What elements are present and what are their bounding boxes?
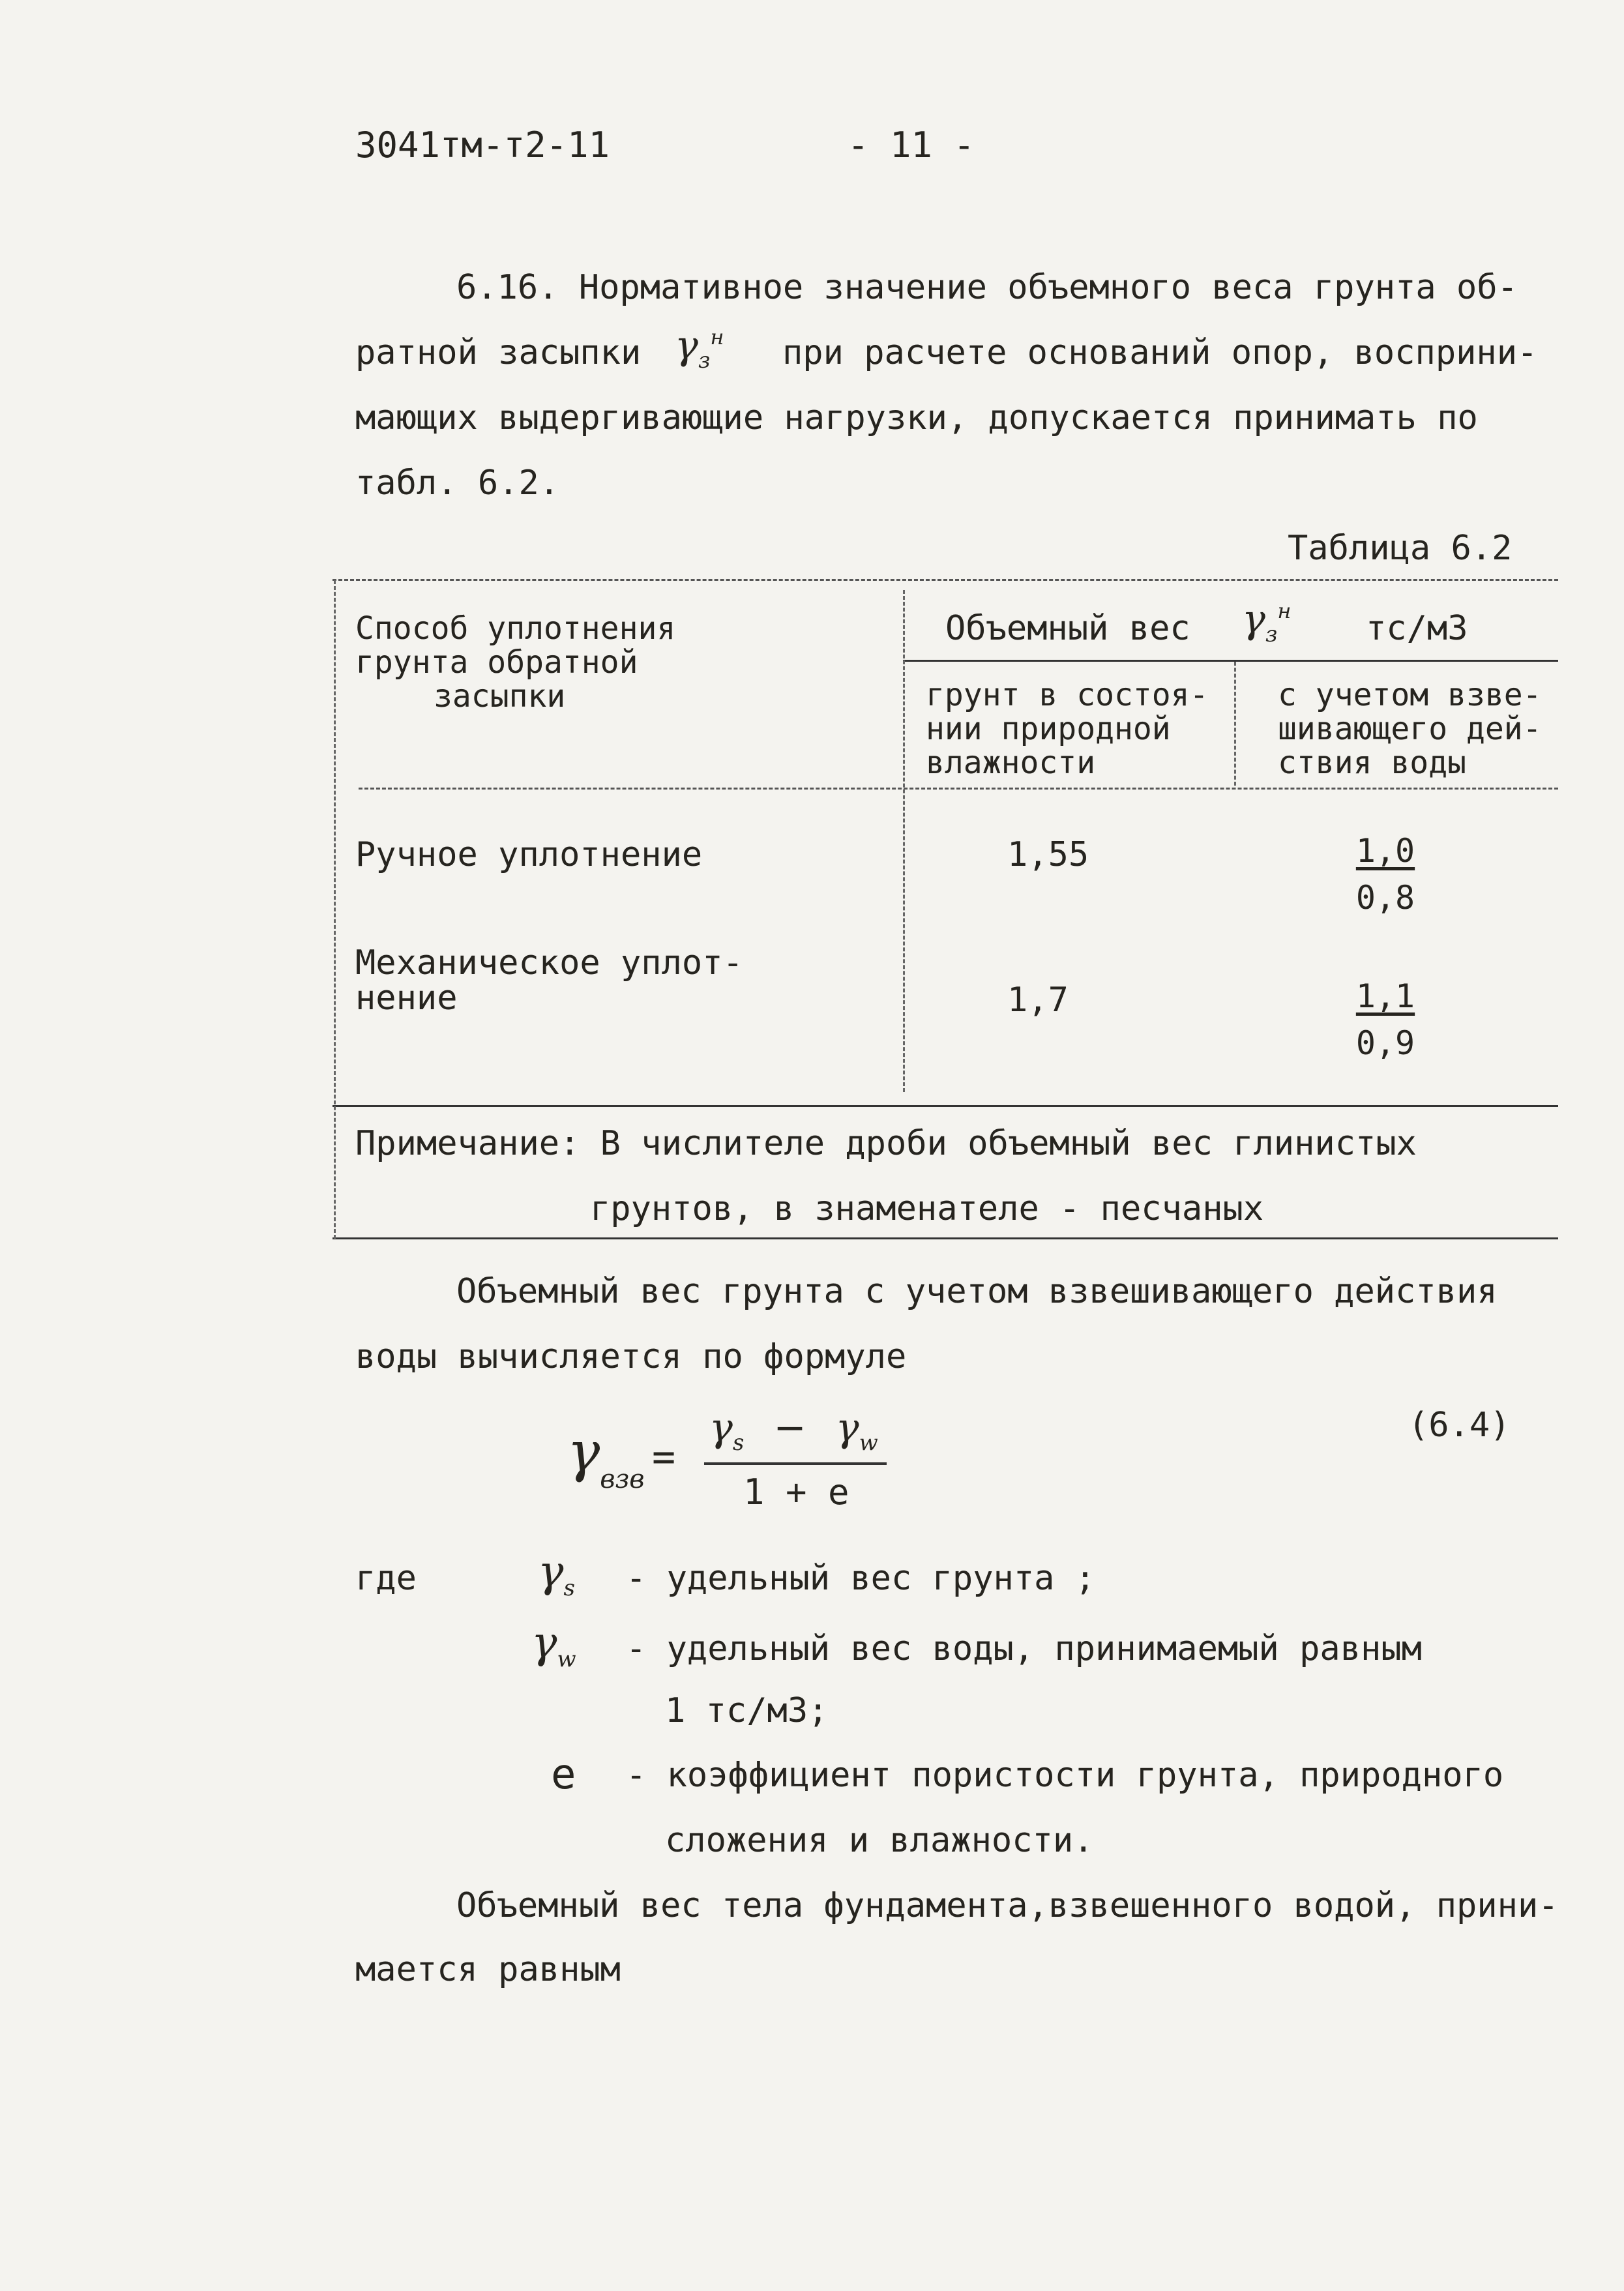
subscript-s: s: [563, 1575, 575, 1601]
fraction-numerator: 1,1: [1355, 977, 1415, 1015]
formula-numerator: [709, 1405, 878, 1456]
col2-col3-divider: [1234, 662, 1236, 786]
table-caption: Таблица 6.2: [1288, 529, 1513, 568]
document-code: 3041тм-т2-11: [355, 125, 610, 166]
table-row-2-method: [355, 945, 743, 1016]
table-top-border: [332, 579, 1558, 581]
fraction-numerator: 1,0: [1355, 832, 1415, 870]
where-label: где: [355, 1559, 417, 1598]
gamma-glyph: γ: [1242, 597, 1265, 642]
col2-header-line: влажности: [926, 745, 1096, 781]
subscript-3: з: [1265, 621, 1278, 647]
subscript-vzv: взв: [600, 1464, 645, 1494]
formula-equals: =: [652, 1434, 676, 1480]
definition-e-line-2: сложения и влажности.: [665, 1821, 1094, 1860]
formula-lhs: [567, 1420, 645, 1494]
col3-header-line: с учетом взве-: [1278, 677, 1542, 713]
method-line: Механическое уплот-: [355, 943, 743, 983]
closing-line-1: Объемный вес тела фундамента,взвешенного водой, прини-: [456, 1886, 1559, 1925]
table-note-line-2: грунтов, в знаменателе - песчаных: [590, 1189, 1264, 1228]
gamma-w-symbol: [531, 1618, 576, 1672]
table-row-2-natural: 1,7: [1007, 981, 1069, 1020]
col1-header: [355, 612, 675, 713]
definition-e-line-1: - коэффициент пористости грунта, природного: [626, 1756, 1504, 1795]
col1-header-line: грунта обратной: [355, 644, 638, 681]
fraction-denominator: 0,8: [1355, 879, 1415, 917]
superscript-n: н: [710, 325, 724, 349]
col2-header-line: нии природной: [926, 711, 1171, 747]
formula-number: (6.4): [1408, 1406, 1511, 1445]
header-bottom-border: [359, 788, 1558, 790]
col1-col2-divider: [903, 590, 905, 1092]
gamma-glyph: γ: [835, 1405, 859, 1451]
subscript-s: s: [732, 1430, 745, 1456]
table-bottom-border: [332, 1237, 1558, 1239]
col2-header: [926, 678, 1208, 780]
table-row-2-weighted: [1343, 977, 1428, 1062]
table-note-line-1: Примечание: В числителе дроби объемный вес глинистых: [355, 1124, 1417, 1163]
method-line: нение: [355, 979, 458, 1018]
superscript-n: н: [1277, 599, 1292, 623]
table-left-border: [334, 580, 336, 1239]
formula-minus: −: [773, 1405, 806, 1451]
gamma-s-symbol: [538, 1546, 575, 1601]
para-6-16-line-3: мающих выдергивающие нагрузки, допускается принимать по: [355, 398, 1478, 437]
gamma-glyph: γ: [709, 1405, 733, 1451]
gamma-3n-symbol: [675, 323, 724, 374]
definition-gamma-w-line-1: - удельный вес воды, принимаемый равным: [626, 1629, 1422, 1668]
para-6-16-line-2b: при расчете оснований опор, восприни-: [782, 333, 1538, 372]
subscript-w: w: [557, 1646, 576, 1672]
e-symbol: е: [551, 1751, 576, 1799]
formula-intro-line-1: Объемный вес грунта с учетом взвешивающего действия: [456, 1272, 1498, 1311]
para-6-16-line-4: табл. 6.2.: [355, 464, 560, 503]
formula-fraction-bar: [704, 1462, 887, 1465]
definition-gamma-s: - удельный вес грунта ;: [626, 1559, 1096, 1598]
group-header-label: Объемный вес: [945, 609, 1190, 648]
group-header-gamma-symbol: [1242, 597, 1292, 647]
subscript-w: w: [859, 1430, 878, 1456]
para-6-16-line-2a: ратной засыпки: [355, 333, 642, 372]
page-number: - 11 -: [848, 125, 975, 166]
col3-header: [1278, 678, 1542, 780]
fraction-denominator: 0,9: [1355, 1024, 1415, 1062]
col1-header-line: Способ уплотнения: [355, 610, 676, 647]
col3-header-line: ствия воды: [1278, 745, 1466, 781]
table-row-1-weighted: [1343, 832, 1428, 917]
definition-gamma-w-line-2: 1 тс/м3;: [665, 1691, 829, 1730]
gamma-glyph: γ: [567, 1420, 600, 1484]
col2-header-line: грунт в состоя-: [926, 677, 1209, 713]
col1-header-line: засыпки: [434, 678, 566, 715]
formula-intro-line-2: воды вычисляется по формуле: [355, 1337, 907, 1376]
para-6-16-line-1: 6.16. Нормативное значение объемного веса грунта об-: [456, 268, 1518, 307]
note-divider: [332, 1105, 1558, 1107]
gamma-glyph: γ: [675, 323, 698, 368]
formula-denominator: 1 + е: [743, 1471, 849, 1513]
col3-header-line: шивающего дей-: [1278, 711, 1542, 747]
group-header-unit: тс/м3: [1366, 609, 1468, 648]
table-row-1-natural: 1,55: [1007, 835, 1089, 874]
gamma-glyph: γ: [531, 1618, 557, 1668]
table-row-1-method: Ручное уплотнение: [355, 835, 703, 874]
subscript-3: з: [698, 347, 711, 374]
subheader-divider: [903, 660, 1558, 662]
gamma-glyph: γ: [538, 1546, 564, 1597]
closing-line-2: мается равным: [355, 1950, 621, 1989]
